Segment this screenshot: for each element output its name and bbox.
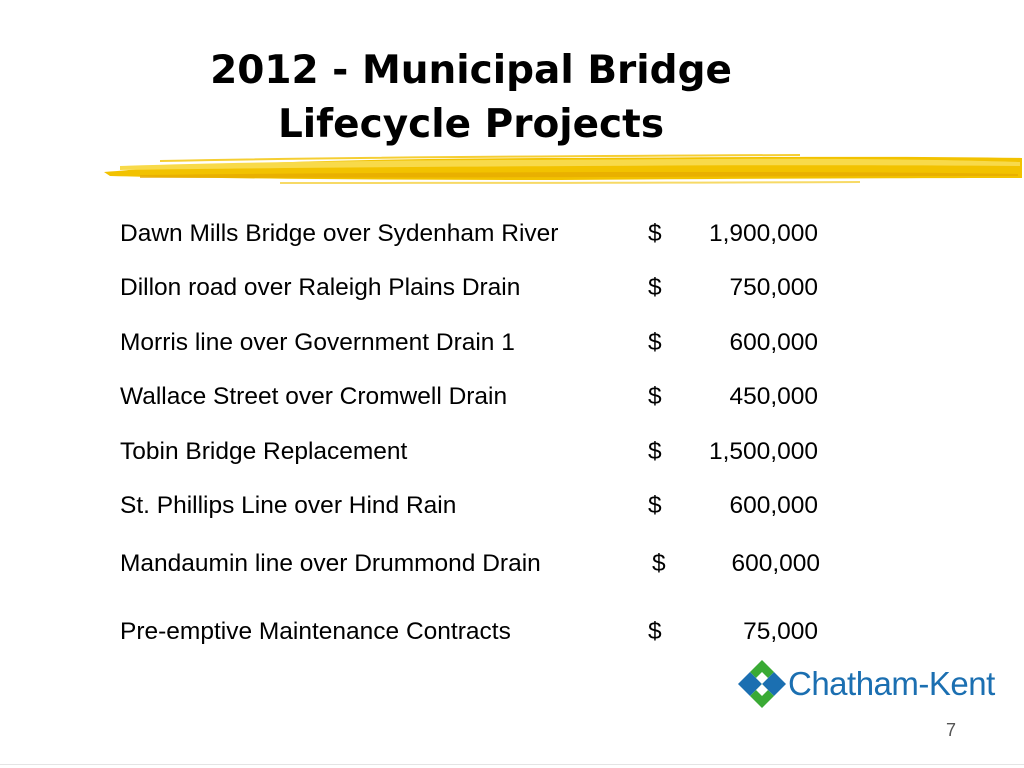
project-amount: 450,000: [729, 383, 818, 410]
currency-symbol: $: [648, 220, 662, 247]
logo-wordmark: Chatham-Kent: [788, 665, 995, 702]
title-line-1: 2012 - Municipal Bridge: [210, 48, 732, 93]
project-row: [120, 270, 840, 306]
project-row: [120, 325, 840, 361]
project-amount: 600,000: [729, 329, 818, 356]
project-name: Mandaumin line over Drummond Drain: [120, 550, 541, 577]
page-number: 7: [945, 720, 956, 740]
project-row: [120, 379, 840, 415]
currency-symbol: $: [652, 550, 666, 577]
project-name: Wallace Street over Cromwell Drain: [120, 383, 508, 410]
footer-divider: [0, 764, 1024, 765]
currency-symbol: $: [648, 492, 662, 519]
currency-symbol: $: [648, 274, 662, 301]
currency-symbol: $: [648, 618, 662, 645]
project-amount: 75,000: [743, 618, 818, 645]
project-name: Pre-emptive Maintenance Contracts: [120, 618, 511, 645]
project-amount: 750,000: [729, 274, 818, 301]
project-name: Dillon road over Raleigh Plains Drain: [120, 274, 521, 301]
yellow-brush-stroke: [100, 148, 1024, 190]
project-row: [120, 216, 840, 252]
project-name: St. Phillips Line over Hind Rain: [120, 492, 457, 519]
project-name: Morris line over Government Drain 1: [120, 329, 515, 356]
project-name: Dawn Mills Bridge over Sydenham River: [120, 220, 559, 247]
project-row: [120, 546, 840, 582]
project-amount: 1,900,000: [709, 220, 818, 247]
project-amount: 600,000: [731, 550, 820, 577]
currency-symbol: $: [648, 329, 662, 356]
slide-title: [0, 44, 942, 152]
project-name: Tobin Bridge Replacement: [120, 438, 408, 465]
project-row: [120, 434, 840, 470]
chatham-kent-diamond-icon: [736, 658, 788, 710]
title-line-2: Lifecycle Projects: [277, 102, 665, 147]
project-amount: 600,000: [729, 492, 818, 519]
chatham-kent-logo: [736, 656, 996, 712]
project-row: [120, 614, 840, 650]
currency-symbol: $: [648, 383, 662, 410]
project-amount: 1,500,000: [709, 438, 818, 465]
project-row: [120, 488, 840, 524]
currency-symbol: $: [648, 438, 662, 465]
